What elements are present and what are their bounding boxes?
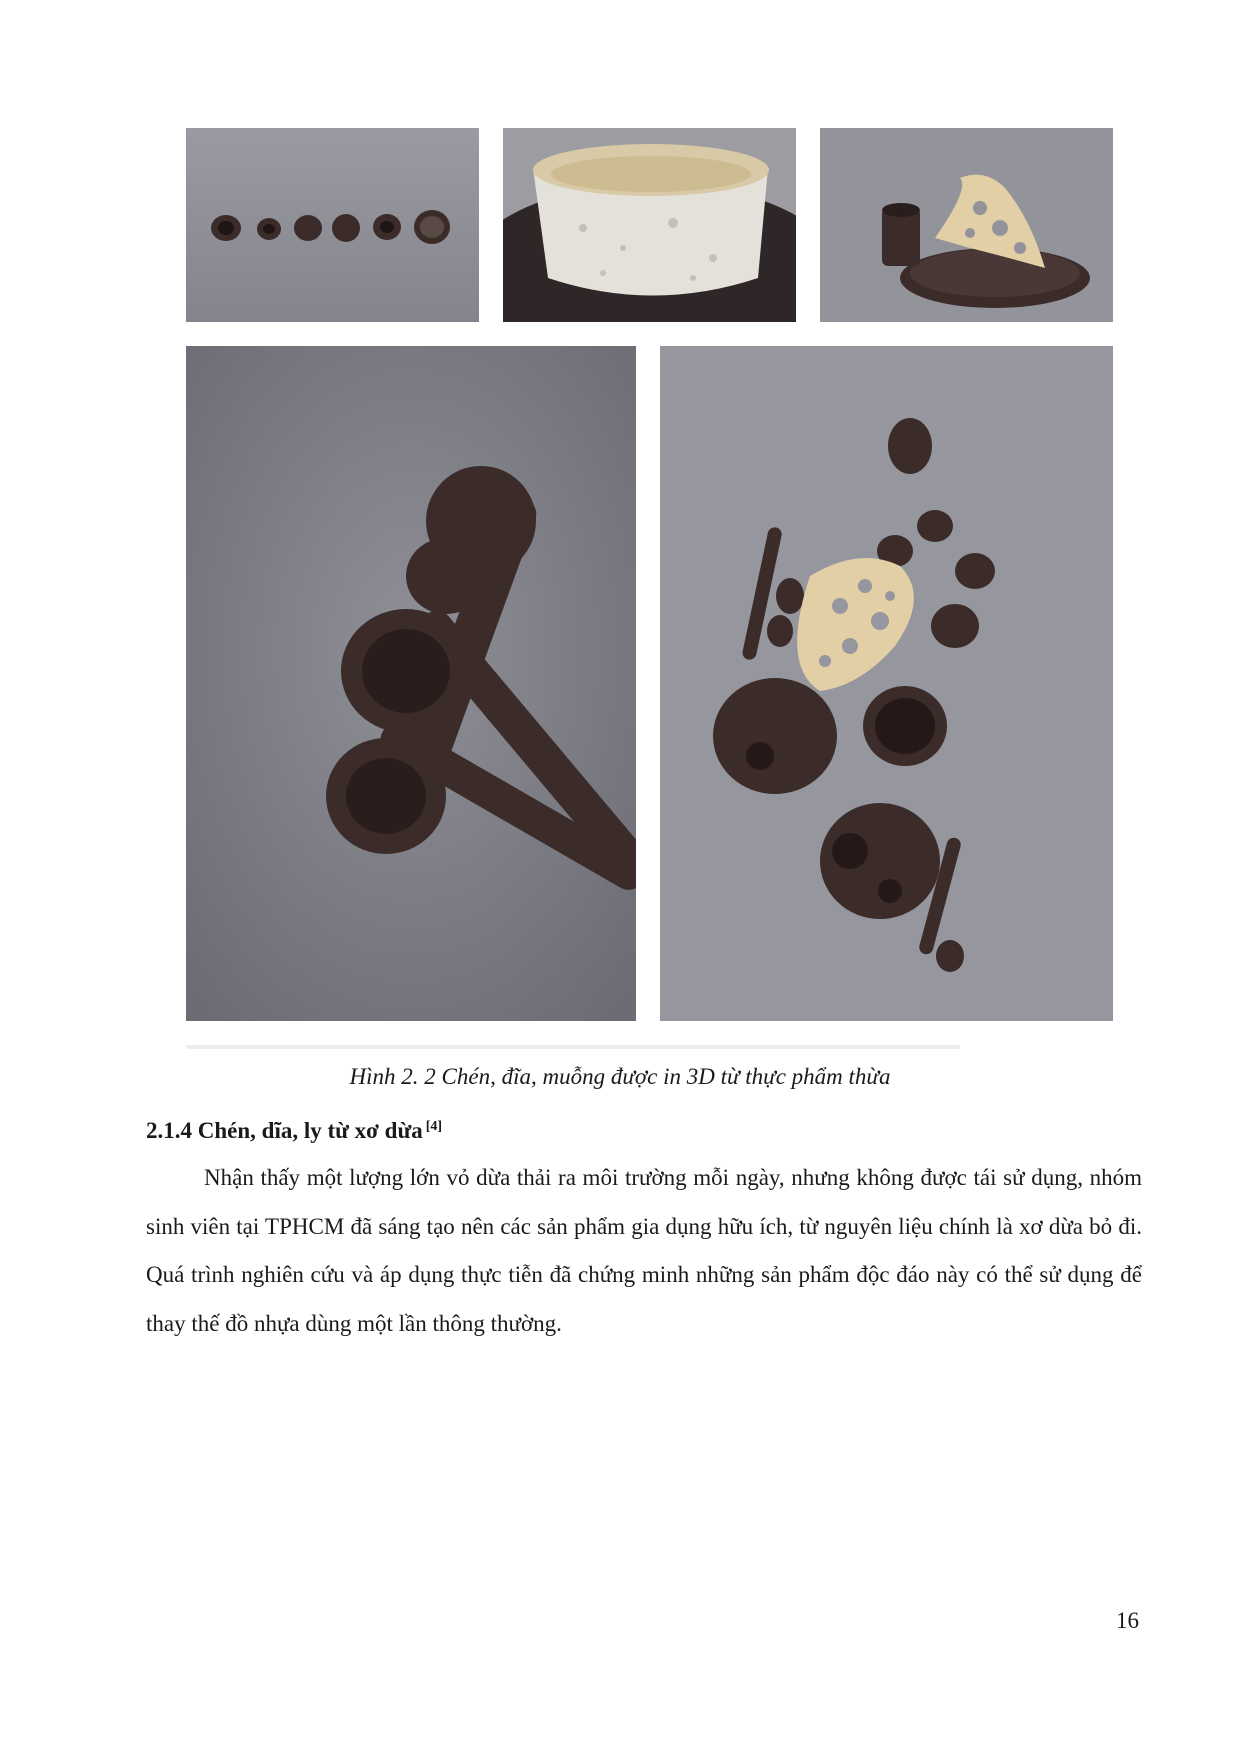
photo-cup-plate-and-lace-sculpture xyxy=(820,128,1113,322)
photo-tableware-arrangement-top-view xyxy=(660,346,1113,1021)
photo-white-textured-bowl xyxy=(503,128,796,322)
page-number: 16 xyxy=(1116,1608,1139,1633)
section-heading xyxy=(146,1118,442,1144)
section-heading-text: 2.1.4 Chén, dĩa, ly từ xơ dừa xyxy=(146,1118,423,1143)
figure-caption: Hình 2. 2 Chén, đĩa, muỗng được in 3D từ thực phẩm thừa xyxy=(349,1064,891,1089)
body-paragraph: Nhận thấy một lượng lớn vỏ dừa thải ra môi trường mỗi ngày, nhưng không được tái sử dụng, nhóm sinh viên tại TPHCM đã sáng tạo nên các sản phẩm gia dụng hữu ích, từ nguyên liệu chính là xơ dừa bỏ đi. Quá trình nghiên cứu và áp dụng thực tiễn đã chứng minh những sản phẩm độc đáo này có thể sử dụng để thay thế đồ nhựa dùng một lần thông thường. xyxy=(146,1165,1142,1336)
citation-marker: [4] xyxy=(425,1119,443,1134)
photo-overlapping-dark-spoons xyxy=(186,346,636,1021)
photo-row-of-six-small-dark-pots xyxy=(186,128,479,322)
figure-divider xyxy=(186,1045,960,1049)
